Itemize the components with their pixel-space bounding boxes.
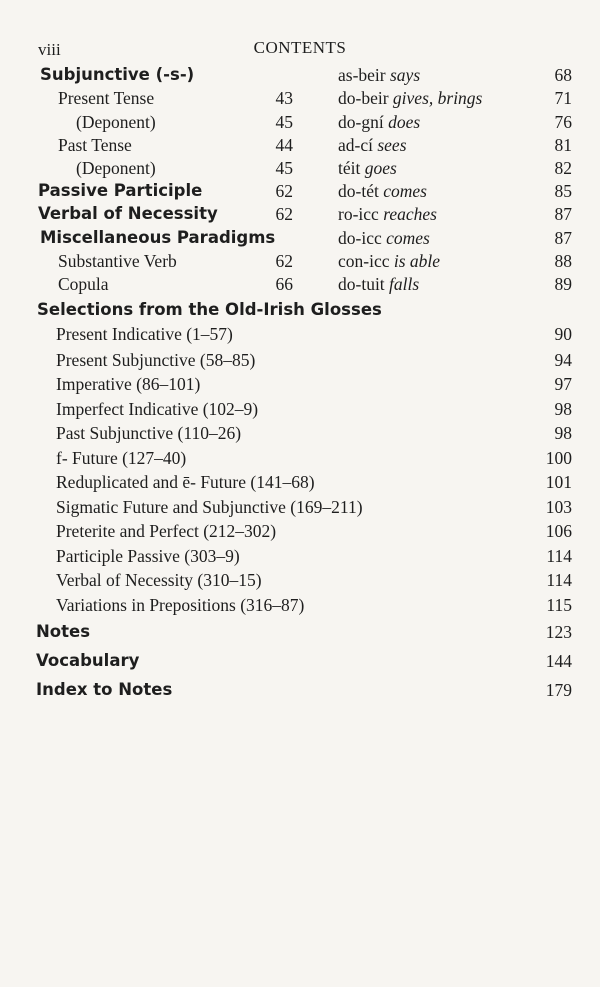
entry-label: Present Tense — [58, 88, 155, 108]
verb-entry — [0, 202, 600, 226]
toc-entry — [0, 446, 600, 470]
entry-page: 114 — [546, 570, 572, 590]
verb-form: as-beir — [338, 65, 386, 85]
verb-form: do-icc — [338, 228, 382, 248]
verb-gloss: says — [390, 65, 421, 85]
toc-entry — [0, 649, 600, 673]
verb-form: téit — [338, 158, 361, 178]
entry-label: Verbal of Necessity (310–15) — [56, 570, 262, 590]
selections-heading: Selections from the Old-Irish Glosses — [37, 300, 382, 319]
entry-label: Past Tense — [58, 135, 132, 155]
toc-entry — [0, 421, 600, 445]
verb-gloss: sees — [377, 135, 407, 155]
toc-entry — [0, 544, 600, 568]
verb-entry — [0, 179, 600, 203]
entry-page: 114 — [546, 546, 572, 566]
verb-form: do-tuit — [338, 274, 385, 294]
entry-label: Past Subjunctive (110–26) — [56, 423, 242, 443]
verb-entry — [0, 156, 600, 180]
verb-gloss: comes — [383, 181, 427, 201]
entry-label: Variations in Prepositions (316–87) — [56, 595, 305, 615]
verb-gloss: reaches — [383, 204, 437, 224]
entry-label: Reduplicated and ē- Future (141–68) — [56, 472, 315, 492]
verb-gloss: does — [388, 112, 421, 132]
verb-form: con-icc — [338, 251, 390, 271]
verb-entry — [0, 249, 600, 273]
toc-entry — [0, 322, 600, 346]
toc-entry — [0, 678, 600, 702]
entry-page: 43 — [275, 88, 293, 108]
page-title: CONTENTS — [253, 38, 347, 57]
verb-form: ro-icc — [338, 204, 379, 224]
verb-entry — [0, 272, 600, 296]
toc-entry — [0, 519, 600, 543]
entry-page: 87 — [554, 204, 572, 224]
toc-entry — [0, 397, 600, 421]
entry-page: 123 — [545, 622, 572, 642]
toc-entry — [0, 470, 600, 494]
entry-page: 76 — [554, 112, 572, 132]
entry-label: Participle Passive (303–9) — [56, 546, 240, 566]
entry-label: Present Subjunctive (58–85) — [56, 350, 256, 370]
verb-form: do-tét — [338, 181, 379, 201]
entry-label: Verbal of Necessity — [38, 204, 218, 223]
entry-page: 89 — [554, 274, 572, 294]
verb-gloss: comes — [386, 228, 430, 248]
entry-page: 81 — [554, 135, 572, 155]
entry-page: 98 — [554, 423, 572, 443]
verb-gloss: goes — [364, 158, 397, 178]
verb-entry — [0, 86, 600, 110]
entry-label: Preterite and Perfect (212–302) — [56, 521, 277, 541]
entry-page: 88 — [554, 251, 572, 271]
entry-label: Vocabulary — [36, 651, 140, 670]
verb-form: do-gní — [338, 112, 384, 132]
entry-label: Substantive Verb — [58, 251, 177, 271]
entry-page: 68 — [554, 65, 572, 85]
toc-entry — [0, 495, 600, 519]
verb-entry — [0, 133, 600, 157]
toc-entry — [0, 372, 600, 396]
toc-entry — [0, 568, 600, 592]
verb-gloss: is able — [393, 251, 441, 271]
entry-page: 115 — [546, 595, 572, 615]
entry-page: 62 — [275, 181, 293, 201]
entry-page: 82 — [554, 158, 572, 178]
entry-page: 87 — [554, 228, 572, 248]
entry-page: 94 — [554, 350, 572, 370]
entry-page: 66 — [275, 274, 293, 294]
entry-page: 71 — [554, 88, 572, 108]
entry-label: Notes — [36, 622, 91, 641]
entry-label: Subjunctive (-s-) — [40, 65, 195, 84]
entry-page: 101 — [545, 472, 572, 492]
verb-entry — [0, 110, 600, 134]
entry-label: f- Future (127–40) — [56, 448, 187, 468]
entry-page: 45 — [275, 158, 293, 178]
section-heading — [37, 298, 562, 322]
entry-page: 179 — [545, 680, 572, 700]
entry-page: 97 — [554, 374, 572, 394]
verb-gloss: gives, brings — [392, 88, 483, 108]
entry-page: 103 — [545, 497, 572, 517]
entry-page: 100 — [545, 448, 572, 468]
verb-entry — [0, 226, 600, 250]
entry-page: 85 — [554, 181, 572, 201]
entry-label: Index to Notes — [36, 680, 173, 699]
entry-label: Imperative (86–101) — [56, 374, 201, 394]
entry-label: Present Indicative (1–57) — [56, 324, 233, 344]
entry-page: 144 — [545, 651, 572, 671]
entry-page: 44 — [275, 135, 293, 155]
page-number: viii — [38, 40, 61, 59]
verb-form: ad-cí — [338, 135, 373, 155]
toc-entry — [0, 348, 600, 372]
verb-form: do-beir — [338, 88, 389, 108]
verb-gloss: falls — [389, 274, 420, 294]
entry-page: 45 — [275, 112, 293, 132]
entry-label: Passive Participle — [38, 181, 203, 200]
page-header — [38, 38, 562, 62]
entry-label: (Deponent) — [76, 112, 156, 132]
toc-entry — [0, 593, 600, 617]
verb-entry — [0, 63, 600, 87]
toc-entry — [0, 620, 600, 644]
entry-label: Miscellaneous Paradigms — [40, 228, 276, 247]
entry-page: 90 — [554, 324, 572, 344]
entry-page: 62 — [275, 251, 293, 271]
entry-label: Imperfect Indicative (102–9) — [56, 399, 259, 419]
entry-page: 62 — [275, 204, 293, 224]
entry-label: (Deponent) — [76, 158, 156, 178]
entry-page: 106 — [545, 521, 572, 541]
entry-label: Copula — [58, 274, 109, 294]
entry-label: Sigmatic Future and Subjunctive (169–211) — [56, 497, 363, 517]
entry-page: 98 — [554, 399, 572, 419]
